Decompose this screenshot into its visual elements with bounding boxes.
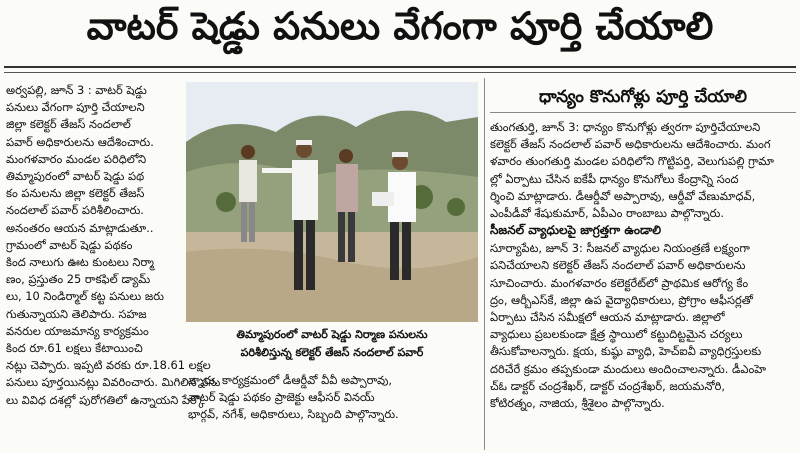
headline-rule-top — [4, 66, 796, 68]
photo-caption — [186, 326, 478, 362]
article-text-line: పనిచేయాలని కలెక్టర్ తేజస్ నందలాల్ పవార్ అధికారులను — [490, 258, 746, 273]
article-text-line: లు, 10 నిండిర్మాల్ కట్ట పనులు జరు — [6, 289, 164, 304]
photo-illustration — [186, 82, 478, 322]
article-text-line: న్నారు. కార్యక్రమంలో డీఆర్డీవో వీవీ అప్పారావు, — [188, 373, 392, 387]
article-text-line: ణం, ప్రస్తుతం 25 రాకఫిల్ డ్యామ్ — [6, 272, 151, 287]
article-text-line: ద్రం, ఆర్బీఎస్‌కే, జిల్లా ఉప వైద్యాధికారులు, ప్రోగ్రాం ఆఫీసర్లతో — [490, 292, 753, 307]
article-text-line: తీసుకోవాలన్నారు. క్షయ, కుష్ఠు వ్యాధి, హెచ్ఐవీ వ్యాధిగ్రస్తులకు — [490, 344, 762, 359]
article-photo — [186, 82, 478, 322]
article-text-line: సూచించారు. మంగళవారం కలెక్టరేట్‌లో ప్రాథమిక ఆరోగ్య కేం — [490, 275, 749, 290]
middle-continuation — [188, 372, 482, 424]
article-text-line: చ్ఓ డాక్టర్ చంద్రశేఖర్, డాక్టర్ చంద్రశేఖర్, జయమనోరి, — [490, 378, 725, 393]
article-text-line: ఏర్పాటు చేసిన సమీక్షలో ఆయన మాట్లాడారు. జిల్లాలో — [490, 310, 725, 325]
right-subheading: సీజనల్ వ్యాధులపై జాగ్రత్తగా ఉండాలి — [490, 223, 662, 238]
article-text-line: జిల్లా కలెక్టర్ తేజస్ నందలాల్ — [6, 117, 131, 132]
article-text-line: తిమ్మాపురంలో వాటర్ షెడ్డు పథ — [6, 169, 145, 184]
article-text-line: కం పనులను జిల్లా కలెక్టర్ తేజస్ — [6, 186, 145, 201]
article-text-line: అర్వపల్లి, జూన్ 3 : వాటర్ షెడ్డు — [6, 83, 147, 97]
article-text-line: వ్యాధులు ప్రబలకుండా క్షేత్ర స్థాయిలో కట్టుదిట్టమైన చర్యలు — [490, 327, 743, 342]
article-text-line: వనరుల యాజమాన్య కార్యక్రమం — [6, 323, 149, 338]
column-divider — [484, 78, 485, 450]
article-text-line: నందలాల్ పవార్ పరిశీలించారు. — [6, 203, 144, 218]
article-text-line: గుతున్నాయని తెలిపారు. సహజ — [6, 306, 147, 321]
article-text-line: ళవారం తుంగతుర్తి మండల పరిధిలోని గొట్టిపర్తి, వెలుగుపల్లి గ్రామా — [490, 154, 774, 169]
article-text-line: పవార్ అధికారులను ఆదేశించారు. — [6, 134, 154, 149]
article-text-line: పనులు పూర్తయినట్లు వివరించారు. మిగిలిన పను — [6, 375, 221, 390]
article-text-line: కింద రూ.61 లక్షలు కేటాయించి — [6, 341, 143, 356]
right-subarticle-body — [490, 240, 796, 412]
right-article-body — [490, 119, 796, 222]
headline: వాటర్ షెడ్డు పనులు వేగంగా పూర్తి చేయాలి — [86, 4, 714, 48]
article-text-line: సూర్యాపేట, జూన్ 3: సీజనల్ వ్యాధుల నియంత్రణే లక్ష్యంగా — [490, 241, 750, 256]
article-text-line: దరిచేరే క్రమం తప్పకుండా మందులు అందించాలన్నారు. డీఎంహె — [490, 361, 767, 376]
headline-rule-bottom — [4, 72, 796, 73]
article-text-line: ర్శించి మాట్లాడారు. డీఆర్డీవో అప్పారావు, ఆర్డీవో వేణుమాధవ్, — [490, 188, 756, 203]
article-text-line: గ్రామంలో వాటర్ షెడ్డు పథకం — [6, 237, 133, 252]
article-text-line: పనులు వేగంగా పూర్తి చేయాలని — [6, 100, 145, 115]
right-article — [490, 82, 796, 412]
article-text-line: భార్గవ్, నగేశ్, అధికారులు, సిబ్బంది పాల్గొన్నారు. — [188, 407, 399, 422]
article-text-line: వాటర్ షెడ్డు పథకం ప్రాజెక్టు ఆఫీసర్ వినయ్ — [188, 390, 375, 405]
article-text-line: ల్లో ఏర్పాటు చేసిన ఐకేపీ ధాన్యం కొనుగోలు కేంద్రాన్ని సంద — [490, 171, 739, 186]
article-text-line: నట్లు చెప్పారు. ఇప్పటి వరకు రూ.18.61 లక్షల — [6, 358, 211, 373]
article-text-line: లు వివిధ దశల్లో పురోగతిలో ఉన్నాయని పేర్కొ — [6, 392, 205, 407]
left-article-column — [6, 82, 221, 452]
caption-line-2: పరిశీలిస్తున్న కలెక్టర్ తేజస్ నందలాల్ పవార్ — [240, 346, 424, 359]
article-text-line: కోటిరత్నం, నాజియ, శ్రీశైలం పాల్గొన్నారు. — [490, 396, 665, 411]
article-text-line: ఎంపీడీవో శేషుకుమార్, ఏపీఎం రాంబాబు పాల్గొన్నారు. — [490, 206, 724, 221]
article-text-line: కలెక్టర్ తేజస్ నందలాల్ పవార్ అధికారులను ఆదేశించారు. మంగ — [490, 137, 771, 152]
article-text-line: మంగళవారం మండల పరిధిలోని — [6, 151, 147, 166]
article-text-line: అనంతరం ఆయన మాట్లాడుతూ.. — [6, 220, 154, 235]
right-article-heading: ధాన్యం కొనుగోళ్లు పూర్తి చేయాలి — [490, 82, 796, 113]
caption-line-1: తిమ్మాపురంలో వాటర్ షెడ్డు నిర్మాణ పనులను — [236, 328, 428, 341]
article-text-line: తుంగతుర్తి, జూన్ 3: ధాన్యం కొనుగోళ్లు త్వరగా పూర్తిచేయాలని — [490, 120, 761, 134]
article-text-line: కింద నాలుగు ఊట కుంటలు నిర్మా — [6, 255, 154, 270]
